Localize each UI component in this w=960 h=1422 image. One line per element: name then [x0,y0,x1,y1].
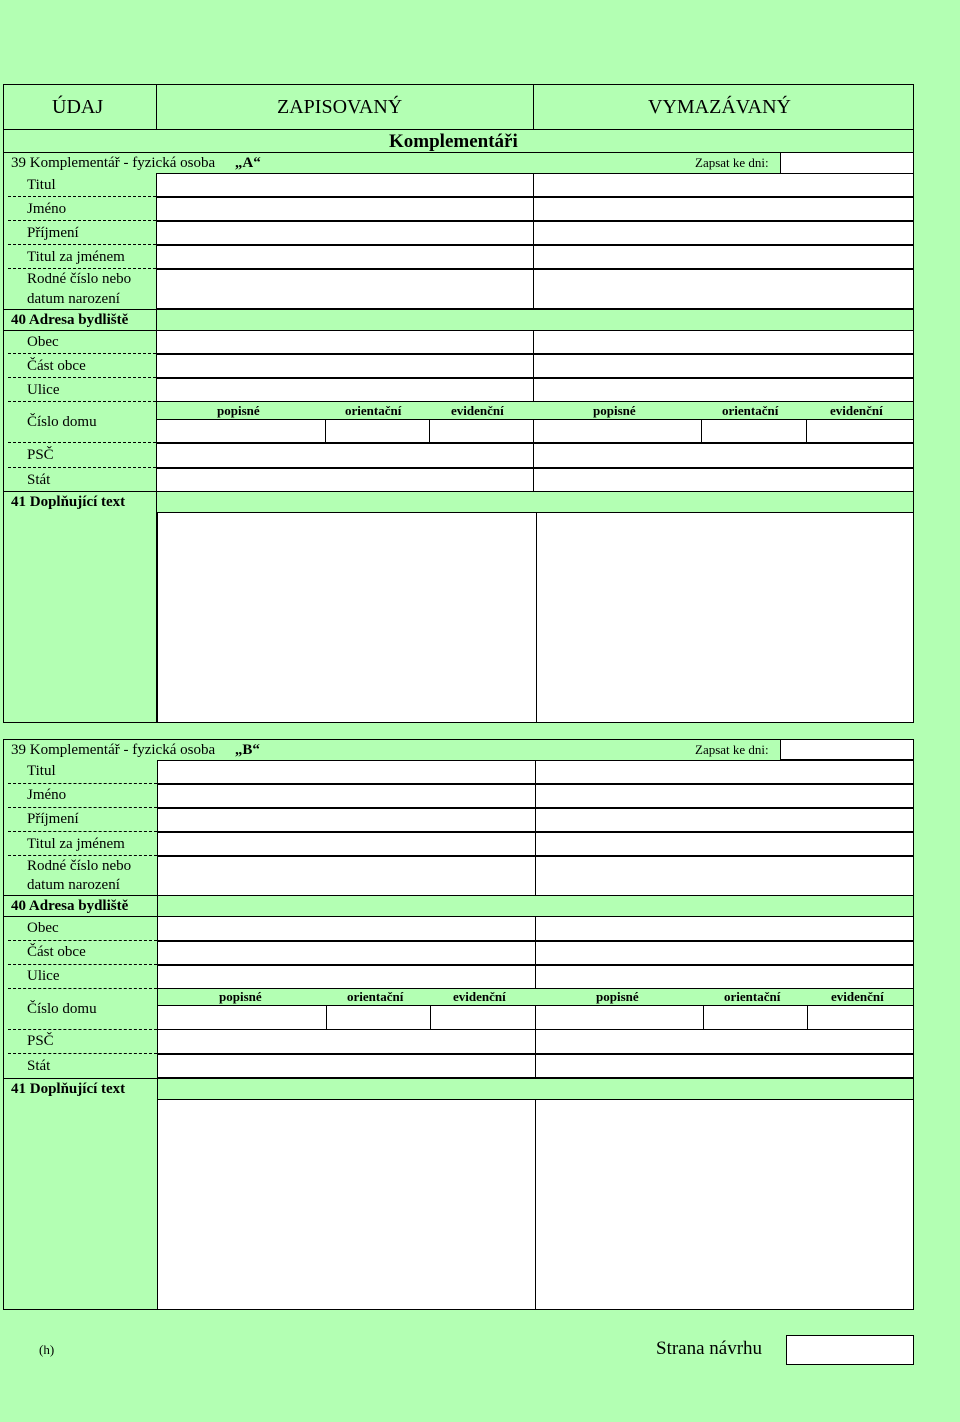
field-label: Titul za jménem [27,836,125,852]
doplnujici-text-vymazavany-b[interactable] [535,1099,914,1310]
address-label: Obec [27,920,59,936]
stat-zapisovany-b[interactable] [157,1054,536,1078]
stat-vymazavany[interactable] [533,468,914,492]
field-label: Jméno [27,201,67,217]
prijmeni-vymazavany[interactable] [533,221,914,245]
zapsat-ke-dni-input-b[interactable] [780,739,914,760]
col-evidencni: evidenční [453,989,506,1004]
titul-za-jmenem-vymazavany[interactable] [533,245,914,269]
col-popisne: popisné [219,989,262,1004]
dash [8,807,157,808]
col-evidencni: evidenční [830,403,883,418]
section-a-title [11,156,261,171]
section-title: Komplementáři [389,131,518,152]
header-divider [156,84,157,130]
col-orientacni: orientační [724,989,781,1004]
cast-obce-zapisovany[interactable] [156,354,534,378]
address-label: Ulice [27,382,60,398]
dash [8,1029,157,1030]
header-zapisovany: ZAPISOVANÝ [277,96,403,118]
stat-vymazavany-b[interactable] [535,1054,914,1078]
psc-vymazavany-b[interactable] [535,1029,914,1054]
cast-obce-zapisovany-b[interactable] [157,941,536,965]
col-popisne: popisné [593,403,636,418]
prijmeni-zapisovany[interactable] [156,221,534,245]
field-label: Titul za jménem [27,249,125,265]
cislo-evidencni-vymazavany-b[interactable] [807,1005,914,1030]
section-b-letter: „B“ [234,742,260,758]
dash [8,401,156,402]
titul-za-jmenem-zapisovany-b[interactable] [157,832,536,856]
extra-title: 41 Doplňující text [11,1081,126,1097]
cislo-popisne-zapisovany[interactable] [156,419,326,443]
prijmeni-vymazavany-b[interactable] [535,808,914,832]
field-label: Titul [27,177,56,193]
titul-zapisovany[interactable] [156,173,534,197]
dash [8,268,156,269]
col-orientacni: orientační [722,403,779,418]
divider [3,895,914,896]
divider [3,1078,914,1079]
doplnujici-text-zapisovany[interactable] [157,512,537,723]
dash [8,467,156,468]
psc-zapisovany[interactable] [156,443,534,468]
col-orientacni: orientační [345,403,402,418]
ulice-vymazavany-b[interactable] [535,965,914,989]
header-udaj: ÚDAJ [52,96,104,118]
rodne-cislo-vymazavany-b[interactable] [535,856,914,896]
stat-zapisovany[interactable] [156,468,534,492]
titul-vymazavany-b[interactable] [535,760,914,784]
ulice-zapisovany-b[interactable] [157,965,536,989]
cislo-evidencni-zapisovany-b[interactable] [430,1005,536,1030]
field-label: Příjmení [27,225,79,241]
divider [3,152,914,153]
doplnujici-text-vymazavany[interactable] [536,512,914,723]
address-label: Číslo domu [27,414,97,430]
section-a-letter: „A“ [234,155,261,171]
address-label: PSČ [27,447,54,463]
footer-code: (h) [39,1342,55,1357]
address-label: Část obce [27,944,86,960]
dash [8,940,157,941]
address-label: Část obce [27,358,86,374]
address-label: Číslo domu [27,1001,97,1017]
field-label: Příjmení [27,811,79,827]
cislo-evidencni-zapisovany[interactable] [429,419,534,443]
col-evidencni: evidenční [451,403,504,418]
cast-obce-vymazavany-b[interactable] [535,941,914,965]
cislo-popisne-vymazavany[interactable] [533,419,702,443]
address-title: 40 Adresa bydliště [11,898,129,914]
cislo-orientacni-zapisovany-b[interactable] [326,1005,431,1030]
field-label: datum narození [27,877,120,893]
field-label: Jméno [27,787,67,803]
dash [8,783,157,784]
section-b-title [11,743,260,758]
dash [8,964,157,965]
titul-zapisovany-b[interactable] [157,760,536,784]
obec-zapisovany[interactable] [156,330,534,354]
dash [8,196,156,197]
jmeno-vymazavany-b[interactable] [535,784,914,808]
header-vymazavany: VYMAZÁVANÝ [648,96,791,118]
dash [8,353,156,354]
address-label: Ulice [27,968,60,984]
obec-zapisovany-b[interactable] [157,916,536,941]
titul-za-jmenem-vymazavany-b[interactable] [535,832,914,856]
address-label: Stát [27,472,51,488]
cislo-orientacni-vymazavany-b[interactable] [703,1005,808,1030]
address-title: 40 Adresa bydliště [11,312,129,328]
field-label: Titul [27,763,56,779]
jmeno-zapisovany-b[interactable] [157,784,536,808]
cislo-orientacni-vymazavany[interactable] [701,419,807,443]
address-label: PSČ [27,1033,54,1049]
field-label: Rodné číslo nebo [27,271,132,287]
jmeno-zapisovany[interactable] [156,197,534,221]
field-label: datum narození [27,291,120,307]
jmeno-vymazavany[interactable] [533,197,914,221]
extra-title: 41 Doplňující text [11,494,126,510]
dash [8,1053,157,1054]
divider [3,309,914,310]
section-a-title-text: 39 Komplementář - fyzická osoba [11,155,216,171]
footer-page-label: Strana návrhu [656,1338,763,1359]
dash [8,831,157,832]
field-label: Rodné číslo nebo [27,858,132,874]
col-orientacni: orientační [347,989,404,1004]
address-label: Obec [27,334,59,350]
cislo-evidencni-vymazavany[interactable] [806,419,914,443]
divider [3,491,914,492]
cislo-orientacni-zapisovany[interactable] [325,419,430,443]
col-popisne: popisné [596,989,639,1004]
zapsat-label: Zapsat ke dni: [695,742,769,757]
section-b-title-text: 39 Komplementář - fyzická osoba [11,742,216,758]
cislo-popisne-vymazavany-b[interactable] [535,1005,704,1030]
col-evidencni: evidenční [831,989,884,1004]
header-divider [533,84,534,130]
ulice-vymazavany[interactable] [533,378,914,402]
ulice-zapisovany[interactable] [156,378,534,402]
rodne-cislo-vymazavany[interactable] [533,269,914,309]
obec-vymazavany[interactable] [533,330,914,354]
psc-vymazavany[interactable] [533,443,914,468]
dash [8,377,156,378]
dash [8,244,156,245]
address-label: Stát [27,1058,51,1074]
page-number-input[interactable] [786,1335,914,1365]
col-popisne: popisné [217,403,260,418]
prijmeni-zapisovany-b[interactable] [157,808,536,832]
rodne-cislo-zapisovany-b[interactable] [157,856,536,896]
obec-vymazavany-b[interactable] [535,916,914,941]
zapsat-ke-dni-input-a[interactable] [780,152,914,174]
titul-za-jmenem-zapisovany[interactable] [156,245,534,269]
dash [8,442,156,443]
cislo-popisne-zapisovany-b[interactable] [157,1005,327,1030]
zapsat-label: Zapsat ke dni: [695,155,769,170]
cast-obce-vymazavany[interactable] [533,354,914,378]
titul-vymazavany[interactable] [533,173,914,197]
psc-zapisovany-b[interactable] [157,1029,536,1054]
doplnujici-text-zapisovany-b[interactable] [157,1099,536,1310]
rodne-cislo-zapisovany[interactable] [156,269,534,309]
dash [8,988,157,989]
dash [8,855,157,856]
dash [8,220,156,221]
